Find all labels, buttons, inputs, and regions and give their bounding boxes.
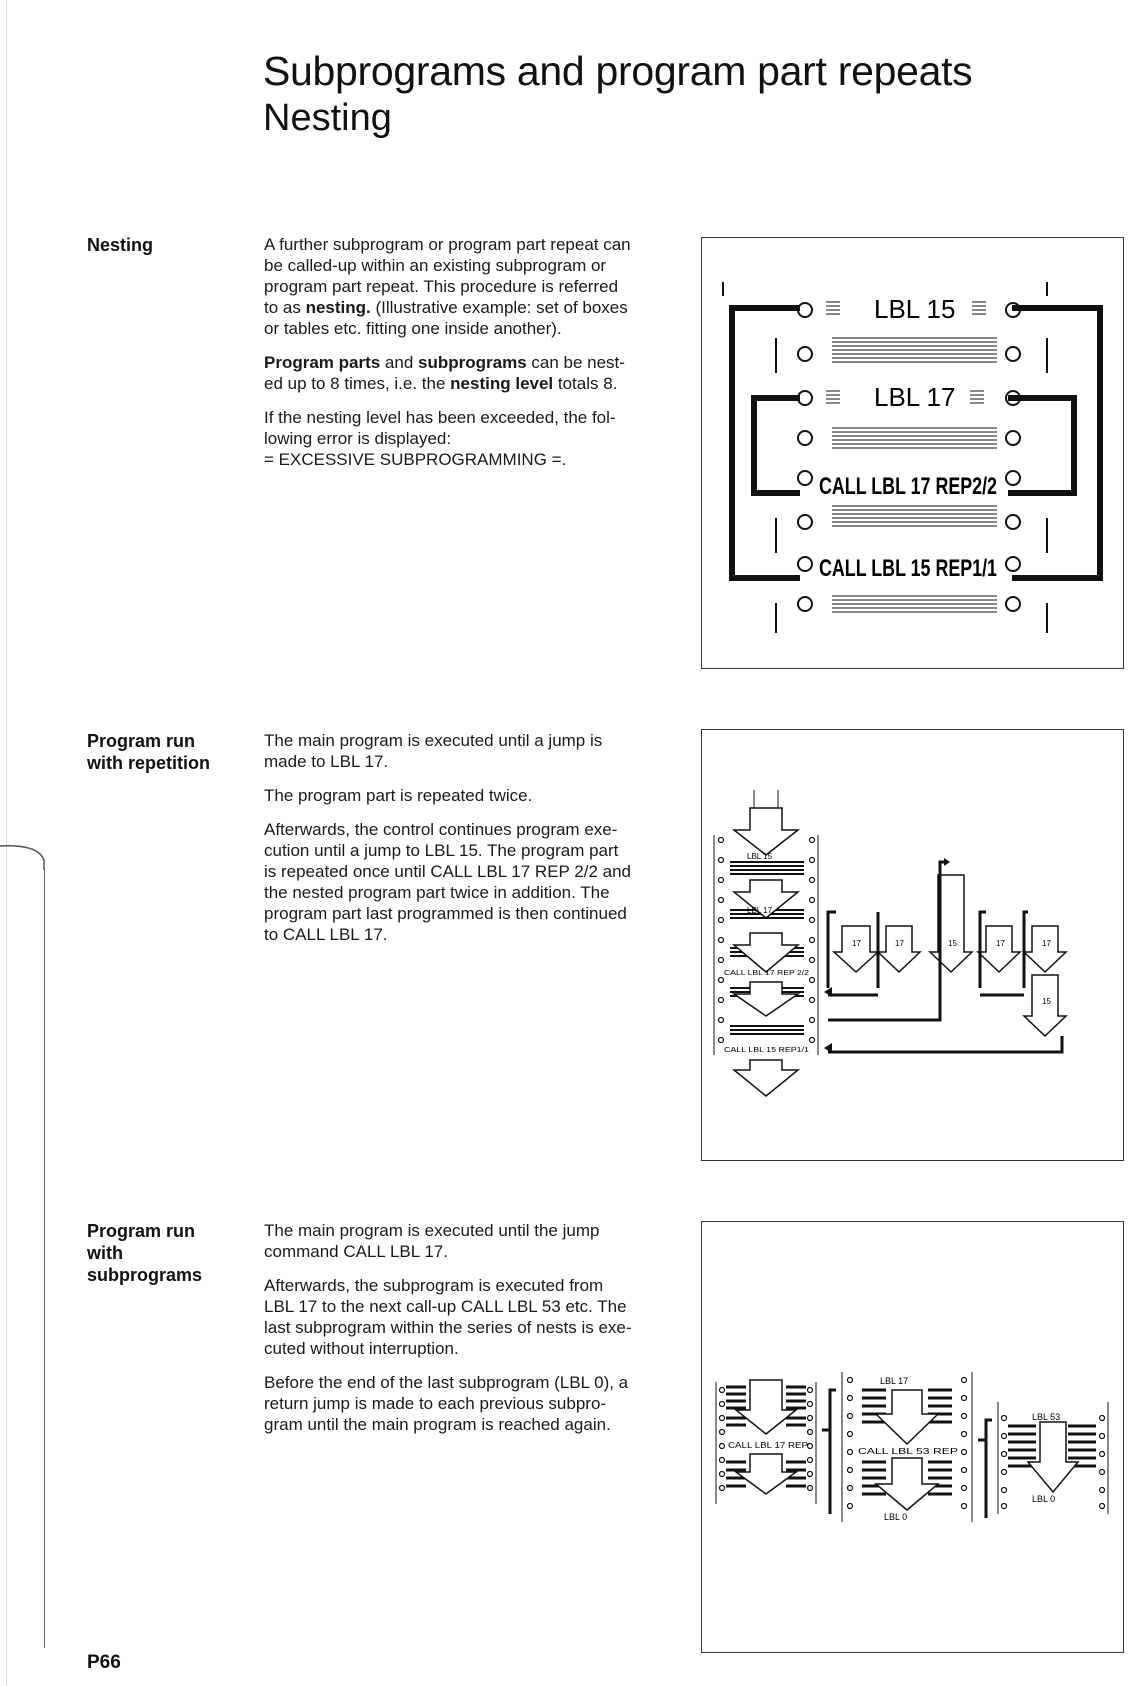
body-line: The program part is repeated twice.	[264, 786, 533, 805]
body-paragraph	[264, 819, 684, 945]
body-line: Before the end of the last subprogram (LBL 0), a	[264, 1373, 629, 1392]
page-subtitle: Nesting	[263, 97, 392, 139]
fig2-arrow-label: 17	[895, 939, 904, 948]
figure-repetition	[701, 729, 1124, 1161]
heading-line: Program run	[87, 1221, 196, 1241]
fig3-lbl0a: LBL 0	[884, 1512, 908, 1522]
body-line: program part last programmed is then continued	[264, 904, 627, 923]
fig2-call15: CALL LBL 15 REP1/1	[724, 1047, 810, 1054]
body-line: The main program is executed until the jump	[264, 1221, 600, 1240]
inner-bracket-left	[754, 398, 800, 493]
section-body-nesting	[264, 234, 684, 483]
body-line: made to LBL 17.	[264, 752, 389, 771]
body-line: LBL 17 to the next call-up CALL LBL 53 etc. The	[264, 1297, 627, 1316]
body-line: cution until a jump to LBL 15. The program part	[264, 841, 619, 860]
page-edge-line-lower	[44, 868, 45, 1648]
body-line: The main program is executed until a jump is	[264, 731, 603, 750]
fig2-arrow-label: 17	[852, 939, 861, 948]
subprograms-diagram	[702, 1222, 1123, 1652]
fig3-lbl0b: LBL 0	[1032, 1494, 1056, 1504]
heading-line: Nesting	[87, 235, 154, 255]
body-line: Program parts and subprograms can be nest-	[264, 353, 625, 372]
fig3-lbl53: LBL 53	[1032, 1412, 1061, 1422]
outer-bracket-left	[732, 308, 800, 578]
heading-line: Program run	[87, 731, 196, 751]
body-line: gram until the main program is reached again.	[264, 1415, 611, 1434]
body-paragraph	[264, 1372, 684, 1435]
inner-bracket-right	[1008, 398, 1074, 493]
figure-subprograms	[701, 1221, 1124, 1653]
body-line: cuted without interruption.	[264, 1339, 459, 1358]
nesting-diagram	[702, 238, 1123, 668]
body-line: return jump is made to each previous subpro-	[264, 1394, 607, 1413]
fig3-call53: CALL LBL 53 REP	[858, 1447, 958, 1456]
section-heading-subprograms	[87, 1220, 202, 1286]
body-paragraph	[264, 1220, 684, 1262]
body-line: If the nesting level has been exceeded, the fol-	[264, 408, 616, 427]
page-edge-bracket	[0, 830, 60, 870]
heading-line: with repetition	[87, 753, 210, 773]
body-line: is repeated once until CALL LBL 17 REP 2/2 and	[264, 862, 632, 881]
body-line: to CALL LBL 17.	[264, 925, 388, 944]
heading-line: subprograms	[87, 1265, 203, 1285]
body-line: = EXCESSIVE SUBPROGRAMMING =.	[264, 450, 567, 469]
section-heading-repetition	[87, 730, 210, 774]
body-line: to as nesting. (Illustrative example: set of boxes	[264, 298, 628, 317]
label-call17: CALL LBL 17 REP2/2	[819, 473, 997, 500]
body-paragraph	[264, 352, 684, 394]
label-call15: CALL LBL 15 REP1/1	[819, 555, 997, 582]
heading-line: with	[87, 1243, 123, 1263]
body-line: program part repeat. This procedure is referred	[264, 277, 619, 296]
repetition-diagram	[702, 730, 1123, 1160]
page-title: Subprograms and program part repeats	[263, 48, 973, 94]
body-paragraph	[264, 1275, 684, 1359]
body-line: A further subprogram or program part repeat can	[264, 235, 631, 254]
body-line: or tables etc. fitting one inside another).	[264, 319, 562, 338]
outer-bracket-right	[1012, 308, 1100, 578]
section-body-repetition	[264, 730, 684, 958]
fig2-lbl17: LBL 17	[747, 906, 773, 915]
body-line: last subprogram within the series of nests is exe-	[264, 1318, 632, 1337]
fig2-arrow-label: 17	[996, 939, 1005, 948]
body-paragraph	[264, 730, 684, 772]
fig2-lbl15: LBL 15	[747, 852, 773, 861]
label-lbl17: LBL 17	[874, 382, 956, 412]
label-lbl15: LBL 15	[874, 294, 956, 324]
fig3-call17: CALL LBL 17 REP	[728, 1441, 808, 1450]
body-line: be called-up within an existing subprogram or	[264, 256, 607, 275]
section-body-subprograms	[264, 1220, 684, 1448]
page-number: P66	[87, 1652, 121, 1673]
body-line: ed up to 8 times, i.e. the nesting level totals 8.	[264, 374, 618, 393]
body-line: command CALL LBL 17.	[264, 1242, 448, 1261]
fig2-call17: CALL LBL 17 REP 2/2	[724, 970, 810, 977]
body-line: lowing error is displayed:	[264, 429, 452, 448]
body-paragraph	[264, 785, 684, 806]
body-line: Afterwards, the subprogram is executed from	[264, 1276, 604, 1295]
fig2-arrow-label: 15	[948, 939, 957, 948]
body-paragraph	[264, 407, 684, 470]
body-line: Afterwards, the control continues program exe-	[264, 820, 618, 839]
fig2-arrow-label: 15	[1042, 997, 1051, 1006]
body-paragraph	[264, 234, 684, 339]
section-heading-nesting	[87, 234, 153, 256]
body-line: the nested program part twice in addition. The	[264, 883, 610, 902]
figure-nesting	[701, 237, 1124, 669]
fig2-arrow-label: 17	[1042, 939, 1051, 948]
fig3-lbl17: LBL 17	[880, 1376, 909, 1386]
